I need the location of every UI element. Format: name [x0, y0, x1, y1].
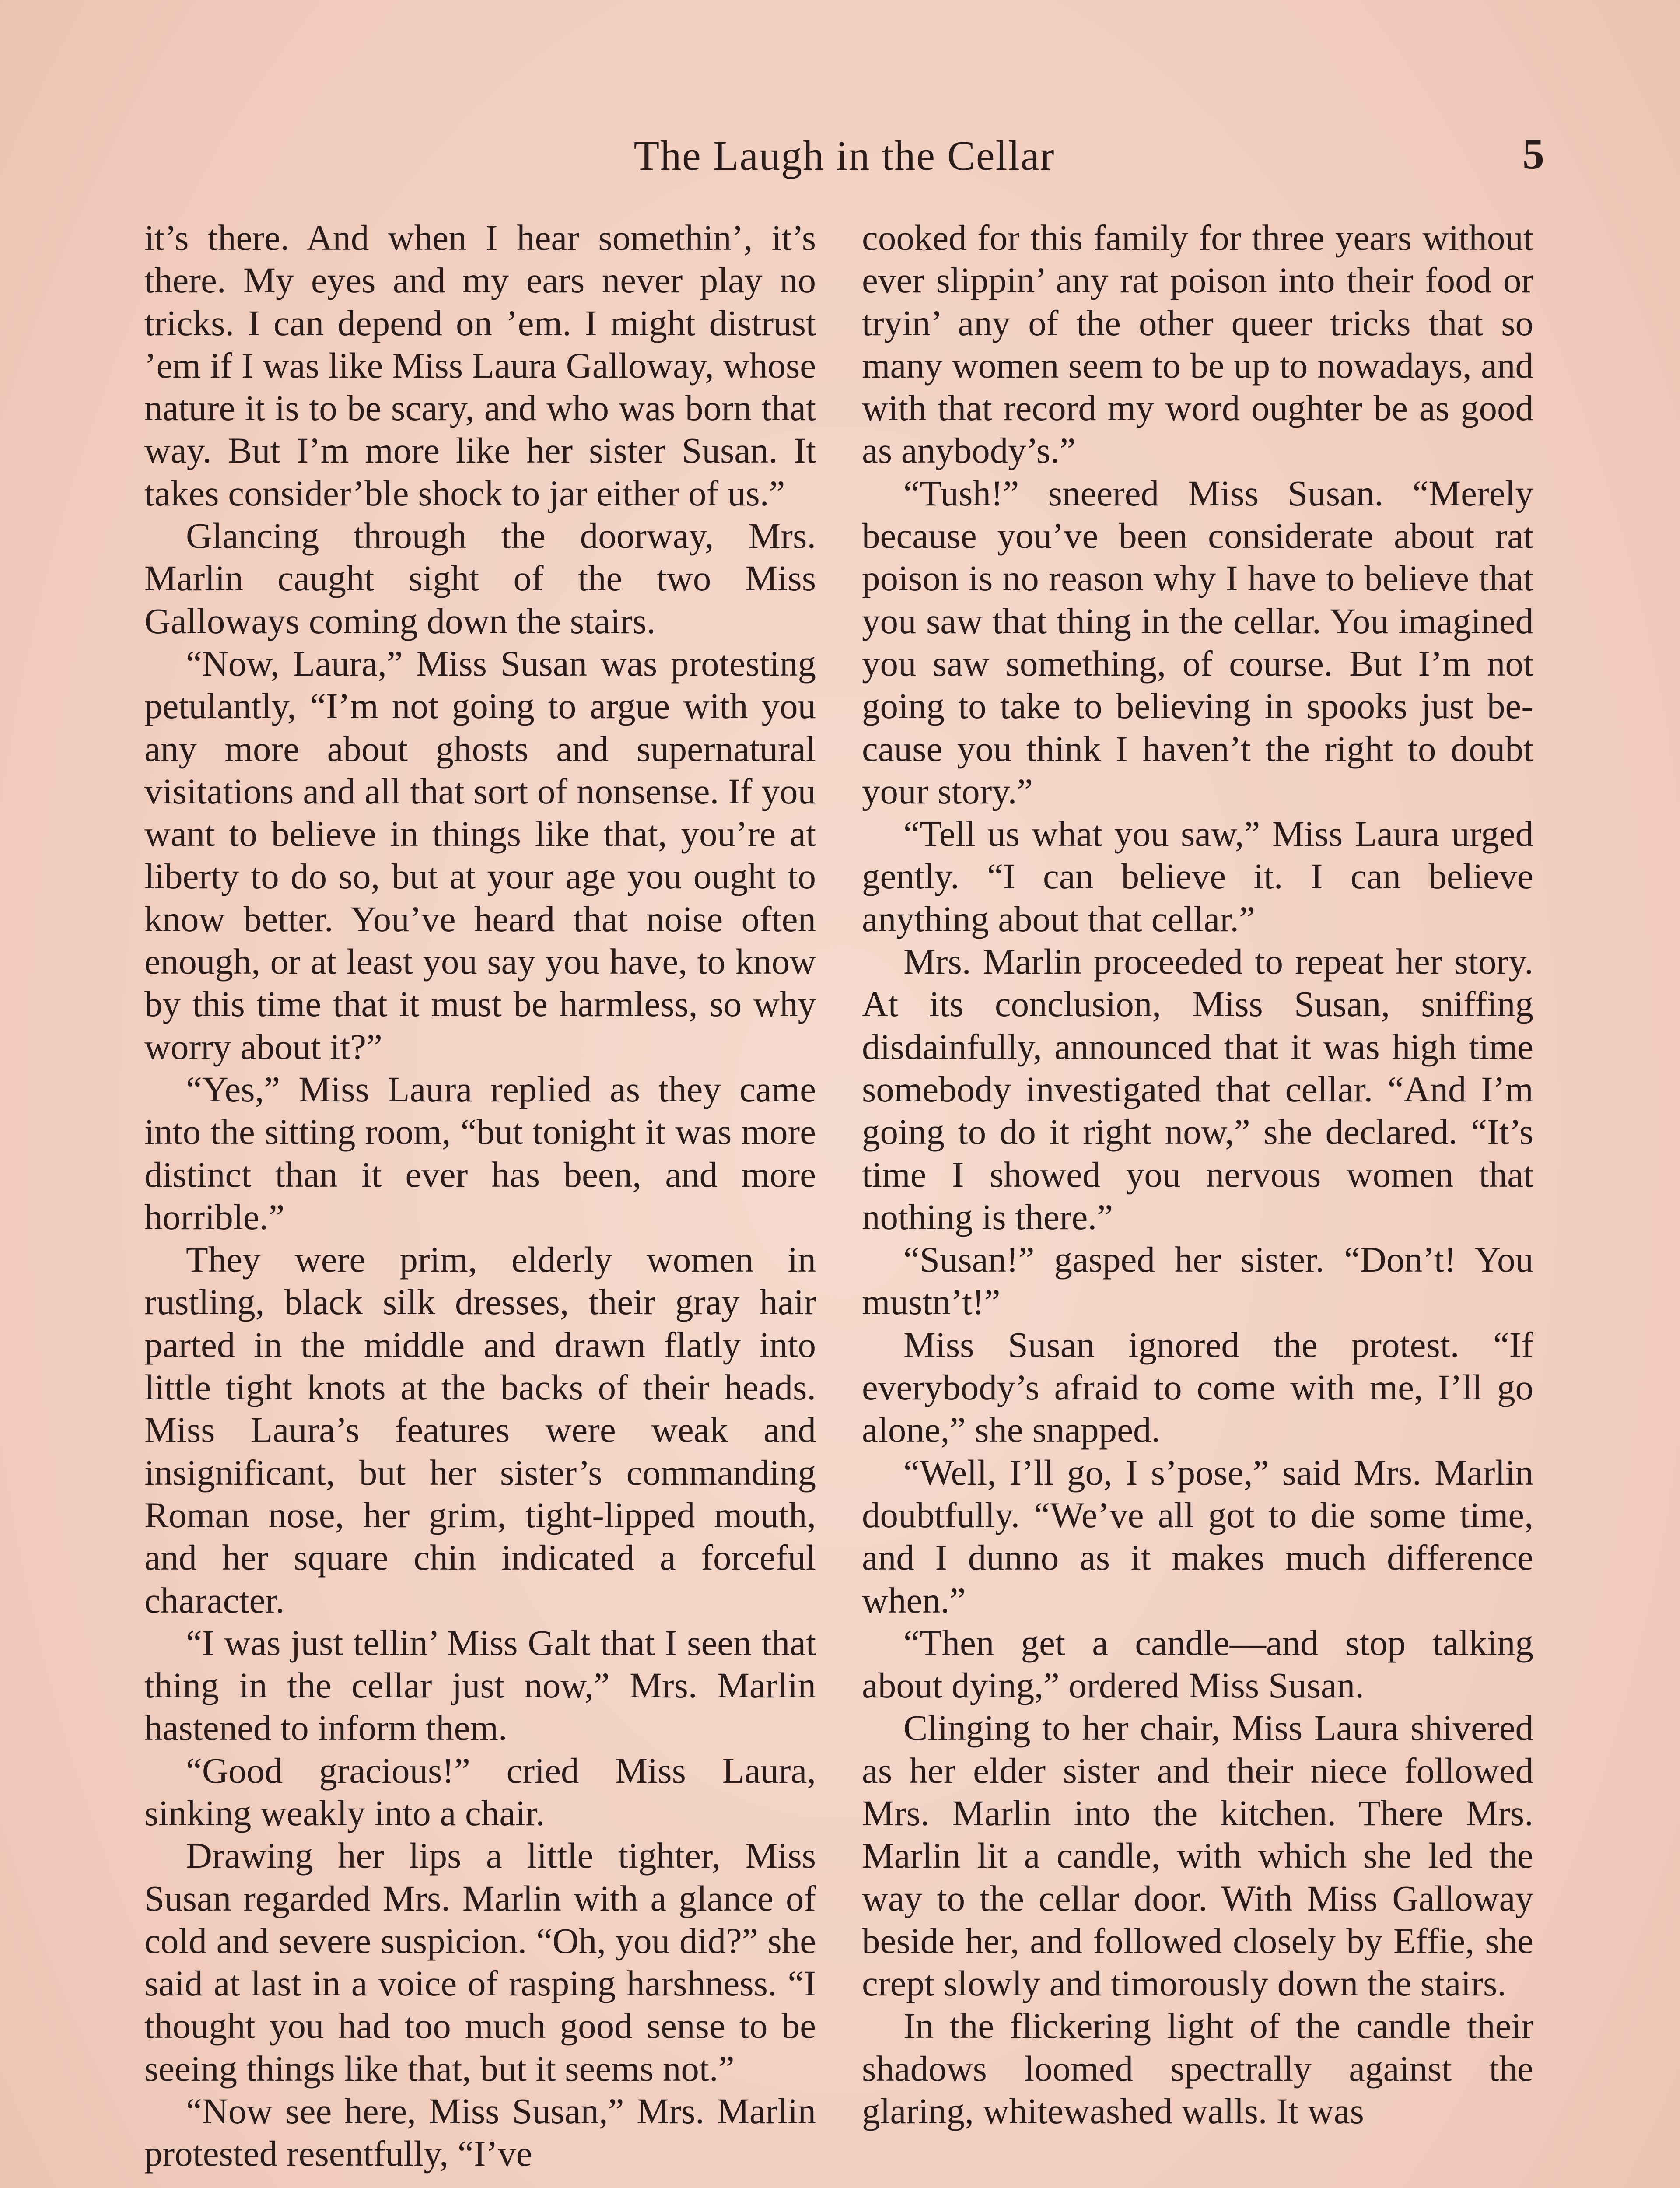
paragraph: “Good gracious!” cried Miss Laura, sinking weakly into a chair.	[144, 1750, 816, 1833]
paragraph: Mrs. Marlin proceeded to repeat her story. At its conclusion, Miss Susan, sniffing disdainfully, announced that it was high time somebody investigated that cellar. “And I’m going to do it right now,” she declared. “It’s time I showed you nervous women that nothing is there.”	[862, 941, 1533, 1237]
paragraph: “Now, Laura,” Miss Susan was protesting petulantly, “I’m not going to argue with you any more about ghosts and supernatural visitations and all that sort of nonsense. If you want to believe in things like that, you’re at liberty to do so, but at your age you ought to know better. You’ve heard that noise often enough, or at least you say you have, to know by this time that it must be harmless, so why worry about it?”	[144, 643, 816, 1067]
paragraph: Drawing her lips a little tighter, Miss Susan regarded Mrs. Marlin with a glance of cold and severe suspicion. “Oh, you did?” she said at last in a voice of rasping harshness. “I thought you had too much good sense to be seeing things like that, but it seems not.”	[144, 1835, 816, 2089]
paragraph: “Tush!” sneered Miss Susan. “Merely because you’ve been considerate about rat poison is no reason why I have to believe that you saw that thing in the cellar. You imagined you saw something, of course. But I’m not going to take to believing in spooks just because you think I haven’t the right to doubt your story.”	[862, 473, 1533, 811]
left-column	[144, 217, 816, 2175]
running-title: The Laugh in the Cellar	[634, 132, 1055, 179]
paragraph: “Tell us what you saw,” Miss Laura urged gently. “I can believe it. I can believe anything about that cellar.”	[862, 813, 1533, 939]
paragraph: In the flickering light of the candle their shadows loomed spectrally against the glaring, whitewashed walls. It was	[862, 2006, 1533, 2132]
paragraph: They were prim, elderly women in rustling, black silk dresses, their gray hair parted in the middle and drawn flatly into little tight knots at the backs of their heads. Miss Laura’s features were weak and insignificant, but her sister’s commanding Roman nose, her grim, tight-lipped mouth, and her square chin indicated a forceful character.	[144, 1239, 816, 1620]
paragraph: “Susan!” gasped her sister. “Don’t! You mustn’t!”	[862, 1239, 1533, 1322]
paragraph: “I was just tellin’ Miss Galt that I seen that thing in the cellar just now,” Mrs. Marlin hastened to inform them.	[144, 1622, 816, 1748]
paragraph: it’s there. And when I hear somethin’, it’s there. My eyes and my ears never play no tricks. I can depend on ’em. I might distrust ’em if I was like Miss Laura Galloway, whose nature it is to be scary, and who was born that way. But I’m more like her sister Susan. It takes consider’ble shock to jar either of us.”	[144, 217, 816, 513]
paragraph: Miss Susan ignored the protest. “If everybody’s afraid to come with me, I’ll go alone,” she snapped.	[862, 1324, 1533, 1450]
paragraph: “Yes,” Miss Laura replied as they came into the sitting room, “but tonight it was more distinct than it ever has been, and more horrible.”	[144, 1069, 816, 1237]
paragraph: “Well, I’ll go, I s’pose,” said Mrs. Marlin doubtfully. “We’ve all got to die some time, and I dunno as it makes much difference when.”	[862, 1452, 1533, 1620]
paragraph: cooked for this family for three years without ever slippin’ any rat poison into their food or tryin’ any of the other queer tricks that so many women seem to be up to nowadays, and with that record my word oughter be as good as anybody’s.”	[862, 217, 1533, 471]
page-number: 5	[1522, 130, 1544, 178]
paragraph: “Now see here, Miss Susan,” Mrs. Marlin protested resentfully, “I’ve	[144, 2091, 816, 2174]
paragraph: “Then get a candle—and stop talking about dying,” ordered Miss Susan.	[862, 1622, 1533, 1706]
paragraph: Glancing through the doorway, Mrs. Marlin caught sight of the two Miss Galloways coming down the stairs.	[144, 515, 816, 641]
right-column	[862, 217, 1533, 2132]
running-header	[144, 131, 1544, 188]
paragraph: Clinging to her chair, Miss Laura shivered as her elder sister and their niece followed Mrs. Marlin into the kitchen. There Mrs. Marlin lit a candle, with which she led the way to the cellar door. With Miss Galloway beside her, and followed closely by Effie, she crept slowly and timorously down the stairs.	[862, 1708, 1533, 2004]
